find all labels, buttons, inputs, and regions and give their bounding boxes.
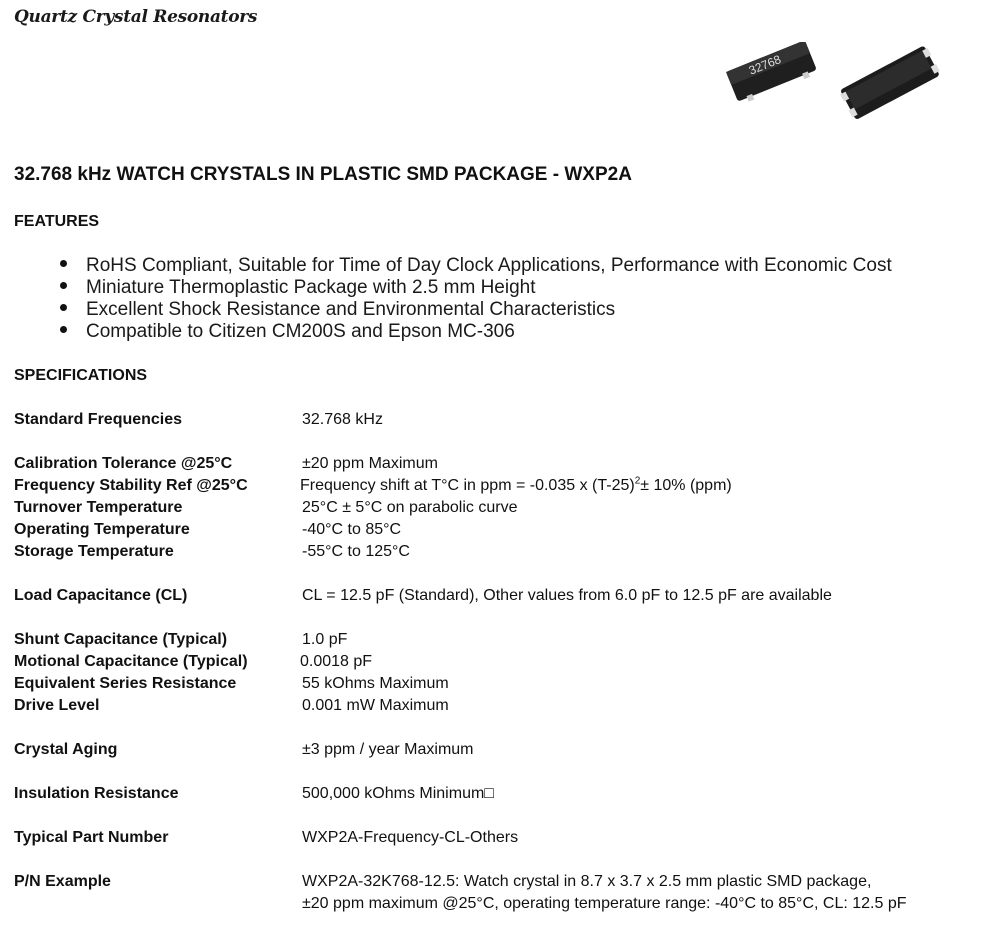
spec-value: WXP2A-32K768-12.5: Watch crystal in 8.7 x 3.7 x 2.5 mm plastic SMD package,	[302, 873, 872, 890]
spec-label: Standard Frequencies	[14, 411, 183, 428]
formula-exponent: 2	[634, 475, 641, 487]
spec-label: Shunt Capacitance (Typical)	[14, 631, 228, 648]
spec-value: WXP2A-Frequency-CL-Others	[302, 829, 519, 846]
spec-value: 500,000 kOhms Minimum□	[302, 785, 494, 802]
spec-label: Storage Temperature	[14, 543, 174, 560]
bullet-icon	[60, 260, 67, 267]
spec-value: ±20 ppm Maximum	[302, 455, 438, 472]
features-heading: FEATURES	[14, 213, 100, 230]
formula-suffix: ± 10% (ppm)	[640, 477, 732, 494]
spec-value: -40°C to 85°C	[302, 521, 402, 538]
chip-marking: 32768	[746, 52, 783, 78]
spec-value: 32.768 kHz	[302, 411, 383, 428]
formula-text: Frequency shift at T°C in ppm = -0.035 x (T-25)	[300, 477, 635, 494]
spec-label: Frequency Stability Ref @25°C	[14, 477, 248, 494]
spec-value: 55 kOhms Maximum	[302, 675, 449, 692]
spec-value: 1.0 pF	[302, 631, 348, 648]
spec-value: 25°C ± 5°C on parabolic curve	[302, 499, 518, 516]
spec-value: 0.0018 pF	[300, 653, 373, 670]
page-title: 32.768 kHz WATCH CRYSTALS IN PLASTIC SMD PACKAGE - WXP2A	[14, 164, 632, 185]
specifications-heading: SPECIFICATIONS	[14, 367, 148, 384]
spec-label: Drive Level	[14, 697, 100, 714]
spec-label: Typical Part Number	[14, 829, 169, 846]
crystal-photo	[718, 42, 948, 127]
spec-label: Equivalent Series Resistance	[14, 675, 237, 692]
spec-value: CL = 12.5 pF (Standard), Other values from 6.0 pF to 12.5 pF are available	[302, 587, 832, 604]
feature-item	[60, 321, 515, 343]
feature-text: Excellent Shock Resistance and Environmental Characteristics	[86, 299, 616, 320]
spec-label: P/N Example	[14, 873, 111, 890]
spec-label: Load Capacitance (CL)	[14, 587, 188, 604]
bullet-icon	[60, 282, 67, 289]
spec-label: Calibration Tolerance @25°C	[14, 455, 233, 472]
feature-item	[60, 299, 615, 321]
feature-text: RoHS Compliant, Suitable for Time of Day Clock Applications, Performance with Economic Cost	[86, 255, 892, 276]
spec-value	[300, 475, 732, 497]
feature-item	[60, 277, 536, 299]
spec-label: Operating Temperature	[14, 521, 190, 538]
spec-label: Motional Capacitance (Typical)	[14, 653, 248, 670]
brand-title: Quartz Crystal Resonators	[14, 7, 258, 27]
feature-text: Miniature Thermoplastic Package with 2.5 mm Height	[86, 277, 536, 298]
spec-value: ±3 ppm / year Maximum	[302, 741, 474, 758]
feature-item	[60, 255, 892, 277]
spec-label: Insulation Resistance	[14, 785, 179, 802]
spec-label: Crystal Aging	[14, 741, 118, 758]
bullet-icon	[60, 304, 67, 311]
spec-value-line2: ±20 ppm maximum @25°C, operating temperature range: -40°C to 85°C, CL: 12.5 pF	[302, 895, 907, 912]
bullet-icon	[60, 326, 67, 333]
feature-text: Compatible to Citizen CM200S and Epson MC-306	[86, 321, 515, 342]
spec-value: -55°C to 125°C	[302, 543, 410, 560]
spec-label: Turnover Temperature	[14, 499, 183, 516]
spec-value: 0.001 mW Maximum	[302, 697, 449, 714]
